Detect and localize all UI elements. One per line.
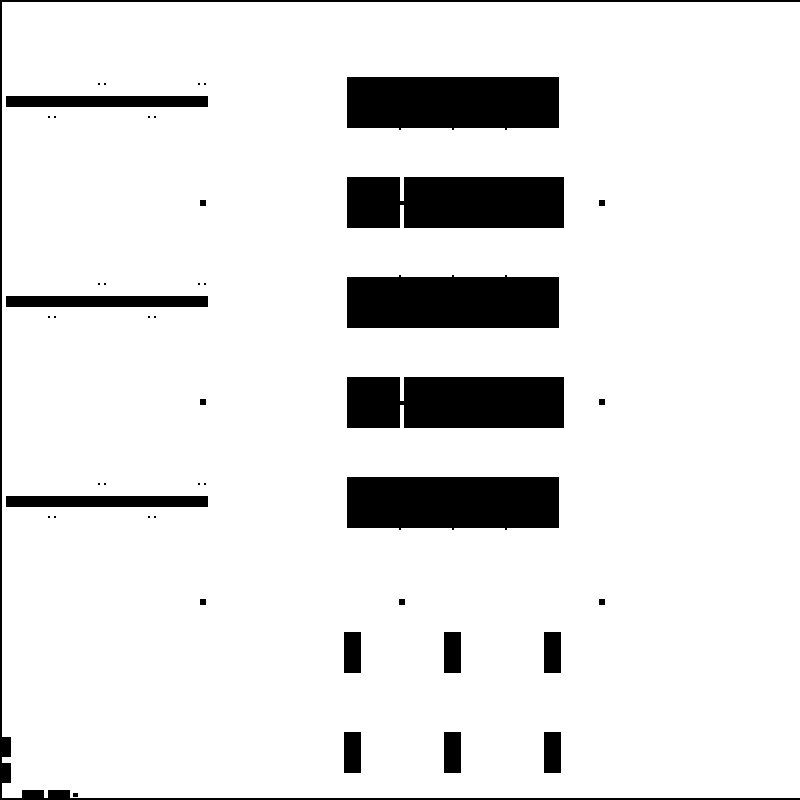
tick-mark <box>198 283 200 285</box>
pillar <box>444 732 461 773</box>
bottom-fragment <box>48 790 70 799</box>
notch <box>399 128 401 130</box>
notch <box>399 275 401 277</box>
notch <box>452 128 454 130</box>
tick-mark <box>98 283 100 285</box>
left-bar-2 <box>6 296 208 307</box>
center-block-1 <box>347 77 559 128</box>
center-block-2-right <box>404 177 564 228</box>
pillar <box>344 732 361 773</box>
tick-mark <box>104 483 106 485</box>
tick-mark <box>54 516 56 518</box>
center-block-4-right <box>404 377 564 428</box>
notch <box>399 528 401 530</box>
tick-mark <box>198 83 200 85</box>
tick-mark <box>154 316 156 318</box>
dot <box>200 399 206 405</box>
tick-mark <box>54 116 56 118</box>
dot <box>200 200 206 206</box>
tick-mark <box>104 83 106 85</box>
tick-mark <box>148 316 150 318</box>
dot <box>200 599 206 605</box>
pillar <box>444 632 461 673</box>
bottom-fragment <box>73 793 78 797</box>
dot <box>599 399 605 405</box>
tick-mark <box>98 83 100 85</box>
left-bar-1 <box>6 96 208 107</box>
center-block-4-joint <box>400 401 404 405</box>
edge-fragment <box>2 763 11 783</box>
dot <box>399 599 405 605</box>
pillar <box>344 632 361 673</box>
pillar <box>544 632 561 673</box>
dot <box>599 200 605 206</box>
tick-mark <box>48 316 50 318</box>
tick-mark <box>204 483 206 485</box>
bottom-fragment <box>22 790 44 799</box>
left-bar-3 <box>6 496 208 507</box>
tick-mark <box>154 116 156 118</box>
tick-mark <box>204 283 206 285</box>
tick-mark <box>148 516 150 518</box>
pillar <box>544 732 561 773</box>
dot <box>599 599 605 605</box>
tick-mark <box>154 516 156 518</box>
tick-mark <box>104 283 106 285</box>
tick-mark <box>48 116 50 118</box>
center-block-5 <box>347 477 559 528</box>
tick-mark <box>148 116 150 118</box>
center-block-2-joint <box>400 201 404 205</box>
center-block-3 <box>347 277 559 328</box>
notch <box>505 528 507 530</box>
notch <box>452 275 454 277</box>
center-block-2-left <box>347 177 400 228</box>
tick-mark <box>204 83 206 85</box>
notch <box>505 275 507 277</box>
center-block-4-left <box>347 377 400 428</box>
tick-mark <box>198 483 200 485</box>
tick-mark <box>48 516 50 518</box>
tick-mark <box>98 483 100 485</box>
edge-fragment <box>2 737 11 757</box>
notch <box>505 128 507 130</box>
notch <box>452 528 454 530</box>
tick-mark <box>54 316 56 318</box>
